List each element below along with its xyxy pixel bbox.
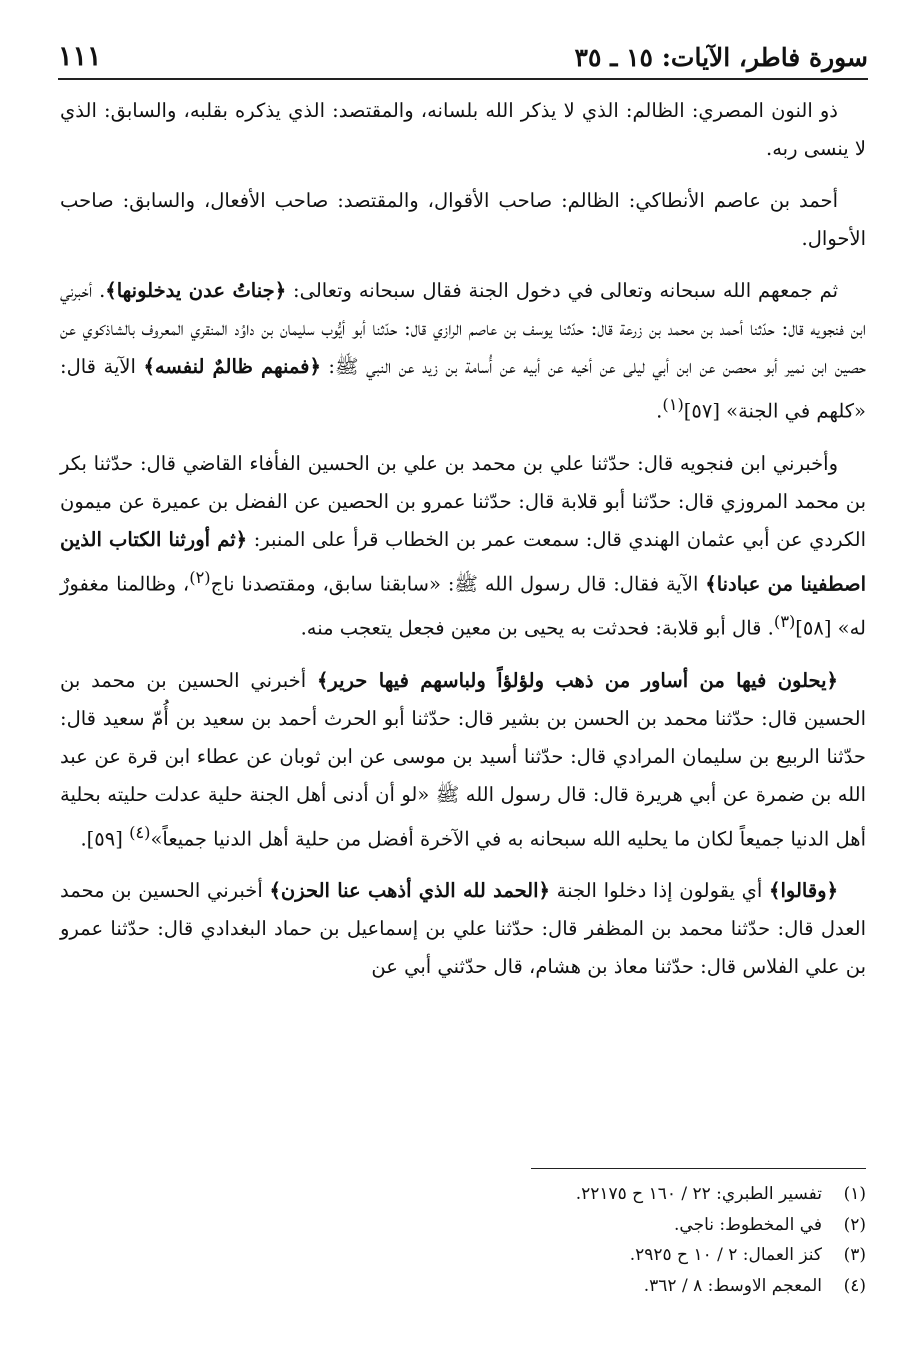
- text-run: الآية فقال: قال رسول الله ﷺ: «سابقنا سابق، ومقتصدنا ناج: [210, 572, 706, 595]
- text-run: أخبرني الحسين بن محمد بن الحسين قال: حدّثنا محمد بن الحسن بن بشير قال: حدّثنا أبو الحرث أحمد بن سعيد بن أُمّ سعيد قال: حدّثنا الربيع بن سليمان المرادي قال: حدّثنا أسيد بن موسى عن ابن ثوبان عن عطاء ابن قرة عن عبد الله بن ضمرة عن أبي هريرة قال: قال رسول الله ﷺ «لو أن أدنى أهل الجنة حلية عدلت حليته بحلية أهل الدنيا جميعاً لكان ما يحليه الله سبحانه به في الآخرة أفضل من حلية أهل الدنيا جميعاً»: [60, 668, 866, 850]
- text-run: أحمد بن عاصم الأنطاكي: الظالم: صاحب الأقوال، والمقتصد: صاحب الأفعال، والسابق: صاحب الأحوال.: [60, 189, 866, 250]
- text-run: أي يقولون إذا دخلوا الجنة: [549, 879, 770, 902]
- paragraph: [60, 182, 866, 258]
- quran-quote: ﴿وقالوا﴾: [769, 879, 838, 902]
- page-number: ١١١: [58, 41, 102, 72]
- quran-quote: ﴿الحمد لله الذي أذهب عنا الحزن﴾: [269, 879, 550, 902]
- paragraph: [60, 662, 866, 859]
- quran-quote: ﴿ثم أورثنا الكتاب الذين اصطفينا من عبادنا﴾: [60, 527, 866, 595]
- footnote-text: المعجم الاوسط: ٨ / ٣٦٢.: [643, 1275, 822, 1296]
- footnote-number: (٤): [843, 1275, 866, 1296]
- text-run: [٥٩].: [80, 827, 130, 850]
- footnote-ref: (٤): [129, 822, 151, 842]
- quran-quote: ﴿جناتُ عدن يدخلونها﴾: [105, 279, 287, 302]
- footnote-ref: (٣): [773, 612, 796, 631]
- footnote-separator: [531, 1168, 866, 1169]
- footnote: [60, 1271, 866, 1302]
- quran-quote: ﴿فمنهم ظالمٌ لنفسه﴾: [143, 355, 321, 378]
- text-run: ثم جمعهم الله سبحانه وتعالى في دخول الجنة فقال سبحانه وتعالى:: [286, 279, 838, 302]
- footnote-number: (١): [843, 1184, 866, 1204]
- main-text: [60, 92, 866, 1000]
- footnote: [60, 1240, 866, 1271]
- footnote-ref: (٢): [189, 567, 211, 587]
- text-run: . قال أبو قلابة: فحدثت به يحيى بن معين فجعل يتعجب منه.: [300, 616, 774, 640]
- text-run: .: [656, 399, 663, 423]
- paragraph: [60, 872, 866, 986]
- footnote-number: (٢): [843, 1214, 866, 1235]
- text-run: ذو النون المصري: الظالم: الذي لا يذكر الله بلسانه، والمقتصد: الذي يذكره بقلبه، والسابق: الذي لا ينسى ربه.: [60, 99, 866, 160]
- footnote-list: [60, 1179, 866, 1301]
- footnote: [60, 1210, 866, 1241]
- footnote-ref: (١): [662, 395, 684, 414]
- paragraph: [60, 445, 866, 648]
- paragraph: [60, 272, 866, 431]
- text-run: أخبرني الحسين بن محمد العدل قال: حدّثنا محمد بن المظفر قال: حدّثنا علي بن إسماعيل بن حماد البغدادي قال: حدّثنا عمرو بن علي الفلاس قال: حدّثنا معاذ بن هشام، قال حدّثني أبي عن: [60, 879, 866, 978]
- footnote-text: كنز العمال: ٢ / ١٠ ح ٢٩٢٥.: [629, 1245, 822, 1265]
- footnote-text: في المخطوط: ناجي.: [674, 1214, 822, 1235]
- paragraph: [60, 92, 866, 168]
- footnotes: [60, 1168, 866, 1301]
- running-header: [58, 34, 868, 80]
- footnote: [60, 1179, 866, 1210]
- text-run: ، وظالمنا مغفورٌ له» [٥٨]: [60, 572, 866, 640]
- text-run: الآية قال: «كلهم في الجنة» [٥٧]: [60, 355, 866, 423]
- text-run: . أخبرني ابن فنجويه قال: حدّثنا أحمد بن محمد بن زرعة قال: حدّثنا يوسف بن عاصم الرازي قال: حدّثنا أبو أيُّوب سليمان بن داوُد المنقري المعروف بالشاذكوي عن حصين ابن نمير أبو محصن عن ابن أبي ليلى عن أخيه عن أبيه عن أُسامة بن زيد عن النبي ﷺ:: [60, 279, 867, 378]
- chapter-title: سورة فاطر، الآيات: ١٥ ـ ٣٥: [574, 43, 868, 72]
- footnote-number: (٣): [843, 1245, 866, 1265]
- text-run: وأخبرني ابن فنجويه قال: حدّثنا علي بن محمد بن علي بن الحسين الفأفاء القاضي قال: حدّثنا بكر بن محمد المروزي قال: حدّثنا أبو قلابة قال: حدّثنا عمرو بن الحصين عن الفضل بن عميرة عن ميمون الكردي عن أبي عثمان الهندي قال: سمعت عمر بن الخطاب قرأ على المنبر:: [60, 451, 866, 551]
- footnote-text: تفسير الطبري: ٢٢ / ١٦٠ ح ٢٢١٧٥.: [575, 1184, 822, 1204]
- quran-quote: ﴿يحلون فيها من أساور من ذهب ولؤلؤاً ولباسهم فيها حرير﴾: [316, 668, 838, 692]
